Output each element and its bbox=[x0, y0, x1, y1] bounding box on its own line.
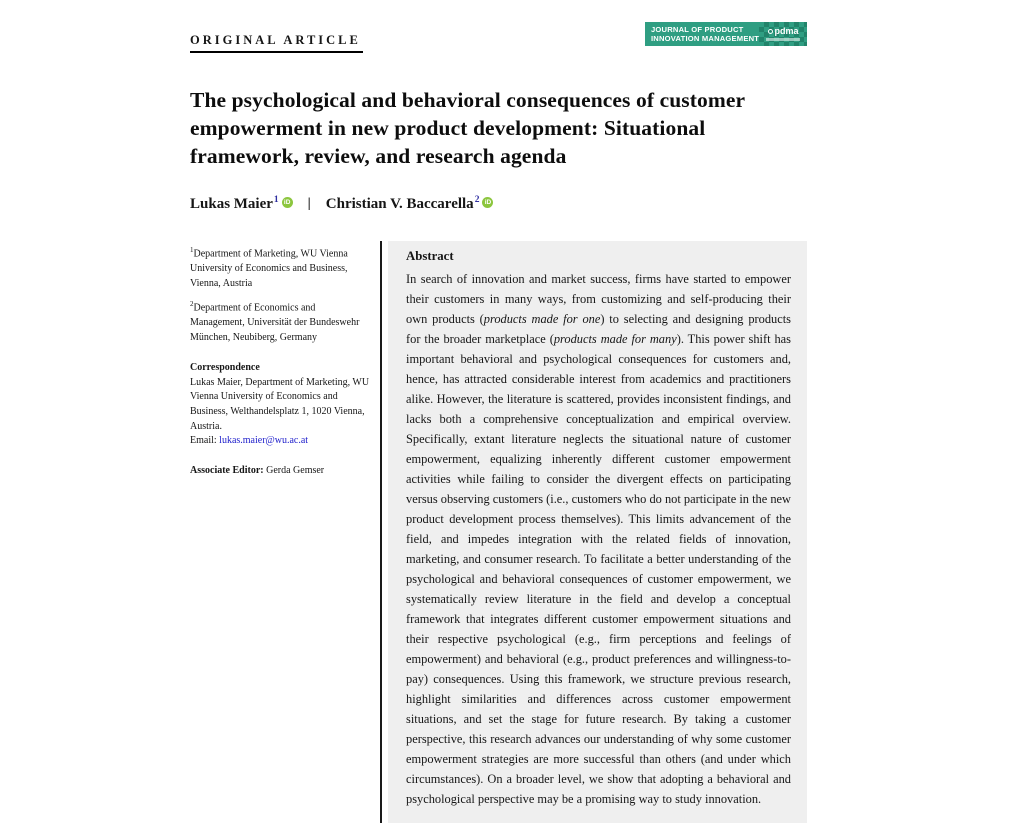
article-metadata-column bbox=[190, 241, 371, 823]
pdma-logo-row bbox=[768, 27, 799, 36]
author-1-name: Lukas Maier bbox=[190, 196, 273, 212]
journal-logo-badge bbox=[645, 22, 807, 46]
affiliation-2 bbox=[190, 297, 371, 345]
author-2-affiliation-sup: 2 bbox=[474, 195, 480, 205]
page-header bbox=[190, 22, 807, 53]
page-content bbox=[190, 0, 807, 823]
article-body-columns bbox=[190, 241, 807, 823]
author-1-affiliation-sup: 1 bbox=[273, 195, 279, 205]
correspondence-address: Lukas Maier, Department of Marketing, WU Vienna University of Economics and Business, Welthandelsplatz 1, 1020 Vienna, Austria. bbox=[190, 376, 370, 432]
author-byline bbox=[190, 195, 807, 213]
affiliation-2-text: Department of Economics and Management, Universität der Bundeswehr München, Neubiberg, Germany bbox=[190, 302, 360, 343]
correspondence-email-line bbox=[190, 434, 371, 449]
pdma-circle-icon bbox=[768, 29, 773, 34]
abstract-segment: In search of innovation and market success, firms have started to empower their customers in many ways, from customizing and self-producing their own products ( bbox=[406, 272, 791, 326]
article-title: The psychological and behavioral consequences of customer empowerment in new product development: Situational framework, review, and research agenda bbox=[190, 88, 745, 168]
email-label: Email: bbox=[190, 435, 220, 447]
author-separator: | bbox=[307, 196, 311, 211]
author-1 bbox=[190, 195, 293, 213]
abstract-segment-italic: products made for one bbox=[483, 312, 601, 326]
affiliation-2-sup: 2 bbox=[190, 300, 194, 309]
journal-name bbox=[645, 22, 759, 46]
correspondence-heading: Correspondence bbox=[190, 362, 260, 374]
article-type-label: ORIGINAL ARTICLE bbox=[190, 33, 363, 53]
abstract-segment: ) to selecting and designing products for the broader marketplace ( bbox=[406, 312, 791, 346]
associate-editor-line bbox=[190, 464, 371, 479]
journal-name-line1: JOURNAL OF PRODUCT bbox=[651, 25, 744, 34]
journal-name-line2: INNOVATION MANAGEMENT bbox=[651, 34, 760, 43]
affiliation-1 bbox=[190, 243, 371, 291]
author-2-name: Christian V. Baccarella bbox=[325, 196, 474, 212]
affiliation-1-text: Department of Marketing, WU Vienna University of Economics and Business, Vienna, Austria bbox=[190, 248, 348, 289]
pdma-tagline-bar bbox=[766, 38, 800, 41]
pdma-logo-text: pdma bbox=[774, 26, 799, 36]
affiliation-1-sup: 1 bbox=[190, 246, 194, 254]
abstract-segment: ). This power shift has important behavioral and psychological consequences for customers and, hence, has attracted considerable interest from academics and practitioners alike. However, the literature is scattered, provides inconsistent findings, and lacks both a comprehensive conceptualization and empirical overview. Specifically, extant literature neglects the situational nature of customer empowerment, equalizing inherently different customer empowerment activities while failing to consider the divergent effects on participating versus observing customers (i.e., customers who do not participate in the new product development process themselves). This limits advancement of the field, and impedes integration with the related fields of innovation, marketing, and consumer research. To facilitate a better understanding of the psychological and behavioral consequences of customer empowerment, we systematically review literature in the field and develop a conceptual framework that integrates different customer empowerment situations and their respective psychological (e.g., firm perceptions and feelings of empowerment) and behavioral (e.g., product preferences and willingness-to-pay) consequences. Using this framework, we structure previous research, highlight similarities and differences across customer empowerment situations, and set the stage for future research. By taking a customer perspective, this research advances our understanding of why some customer empowerment strategies are more successful than others (and under which circumstances). On a broader level, we show that adopting a behavioral and psychological perspective may be a promising way to study innovation. bbox=[406, 332, 791, 806]
orcid-icon[interactable]: iD bbox=[482, 197, 493, 208]
associate-editor-label: Associate Editor: bbox=[190, 464, 267, 476]
abstract-text bbox=[406, 269, 791, 809]
abstract-section bbox=[388, 241, 807, 823]
pdma-logo bbox=[759, 22, 807, 46]
abstract-heading: Abstract bbox=[406, 249, 454, 263]
orcid-icon[interactable]: iD bbox=[282, 197, 293, 208]
email-link[interactable]: lukas.maier@wu.ac.at bbox=[219, 435, 309, 447]
column-divider-rule bbox=[380, 241, 382, 823]
associate-editor-name: Gerda Gemser bbox=[266, 464, 325, 476]
author-2 bbox=[326, 195, 494, 213]
abstract-segment-italic: products made for many bbox=[553, 332, 677, 346]
